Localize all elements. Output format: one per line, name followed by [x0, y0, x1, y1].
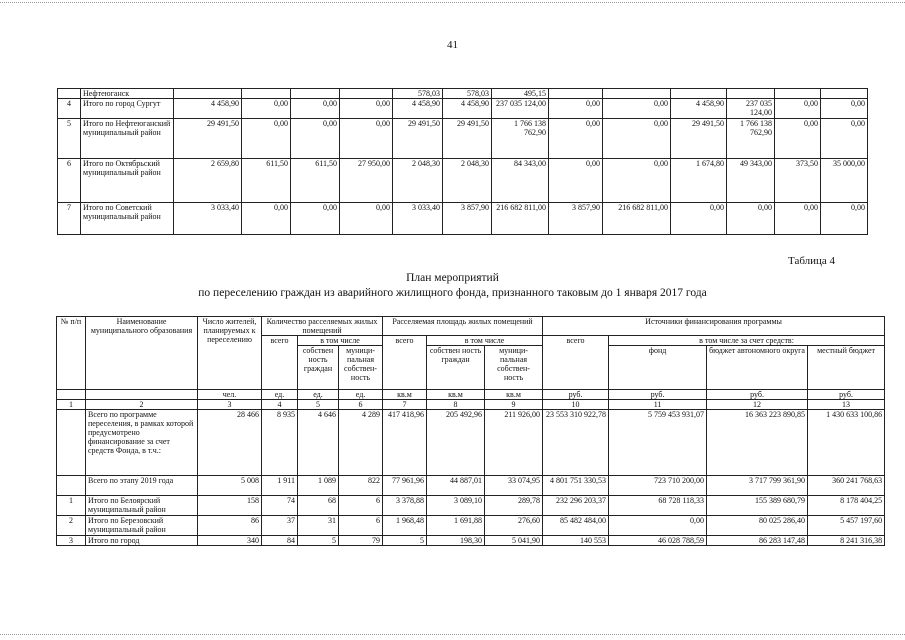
table-row: [58, 203, 868, 235]
table-cell: 0,00: [775, 99, 821, 119]
plan-subtitle: по переселению граждан из аварийного жилищного фонда, признанного таковым до 1 января 2017 года: [198, 287, 707, 299]
table-cell: 0,00: [603, 99, 671, 119]
table-cell: [57, 476, 86, 496]
header-name: Наименование муниципального образования: [86, 317, 198, 390]
table-cell: 68 728 118,33: [609, 496, 707, 516]
table-cell: 237 035 124,00: [492, 99, 549, 119]
table-cell: Всего по программе переселения, в рамках которой предусмотрено финансирование за счет средств Фонда, в т.ч.:: [86, 410, 198, 476]
resettlement-plan-table: [56, 316, 885, 546]
table-cell: 0,00: [821, 119, 868, 159]
table-cell: [242, 89, 291, 99]
table-cell: 1 968,48: [383, 516, 427, 536]
continuation-table: [57, 88, 868, 235]
table-row: [58, 119, 868, 159]
table-cell: 3 717 799 361,90: [707, 476, 808, 496]
table-cell: 35 000,00: [821, 159, 868, 203]
table-cell: 31: [298, 516, 339, 536]
table-cell: Итого по Березовский муниципальный район: [86, 516, 198, 536]
table-cell: 2 048,30: [443, 159, 492, 203]
table-cell: [821, 89, 868, 99]
table-cell: 0,00: [242, 119, 291, 159]
table-cell: 216 682 811,00: [492, 203, 549, 235]
unit-cell: чел.: [198, 390, 262, 400]
table-cell: 822: [339, 476, 383, 496]
table-cell: 4 458,90: [393, 99, 443, 119]
header-num: № п/п: [57, 317, 86, 390]
table-cell: 4 458,90: [443, 99, 492, 119]
table-cell: 5 041,90: [485, 536, 543, 546]
table-cell: 289,78: [485, 496, 543, 516]
table-cell: Итого по город: [86, 536, 198, 546]
table-cell: 4 458,90: [174, 99, 242, 119]
table-cell: 158: [198, 496, 262, 516]
table-cell: 0,00: [775, 203, 821, 235]
header-area-municipal: муници- пальная собствен- ность: [485, 346, 543, 390]
table-cell: 0,00: [603, 159, 671, 203]
table-cell: 0,00: [291, 119, 340, 159]
page-number: 41: [447, 39, 458, 51]
table-cell: 4 646: [298, 410, 339, 476]
unit-cell: руб.: [707, 390, 808, 400]
table-cell: 8 241 316,38: [808, 536, 885, 546]
table-cell: 578,03: [443, 89, 492, 99]
table-cell: 74: [262, 496, 298, 516]
table-cell: 3 033,40: [174, 203, 242, 235]
table-label: Таблица 4: [788, 255, 836, 267]
table-cell: 29 491,50: [671, 119, 727, 159]
table-cell: 0,00: [603, 119, 671, 159]
table-cell: 0,00: [727, 203, 775, 235]
column-number: 8: [427, 400, 485, 410]
table-cell: 5 759 453 931,07: [609, 410, 707, 476]
table-cell: 2 659,80: [174, 159, 242, 203]
table-cell: 29 491,50: [443, 119, 492, 159]
table-cell: 79: [339, 536, 383, 546]
table-cell: 28 466: [198, 410, 262, 476]
table-cell: 1 674,80: [671, 159, 727, 203]
table-cell: 495,15: [492, 89, 549, 99]
table-cell: 0,00: [291, 203, 340, 235]
table-cell: 5: [383, 536, 427, 546]
table-cell: 205 492,96: [427, 410, 485, 476]
table-cell: [727, 89, 775, 99]
table-cell: 4 801 751 330,53: [543, 476, 609, 496]
column-number: 1: [57, 400, 86, 410]
table-row: [57, 410, 885, 476]
column-number: 9: [485, 400, 543, 410]
table-cell: 27 950,00: [340, 159, 393, 203]
table-cell: 3 033,40: [393, 203, 443, 235]
table-cell: 198,30: [427, 536, 485, 546]
table-cell: 2: [57, 516, 86, 536]
table-cell: 1 911: [262, 476, 298, 496]
table-cell: 0,00: [671, 203, 727, 235]
header-area-incl: в том числе: [427, 336, 543, 346]
column-number: 7: [383, 400, 427, 410]
table-cell: 0,00: [609, 516, 707, 536]
table-cell: 6: [58, 159, 81, 203]
table-cell: Всего по этапу 2019 года: [86, 476, 198, 496]
column-number: 6: [339, 400, 383, 410]
table-cell: 4 289: [339, 410, 383, 476]
table-row: [57, 516, 885, 536]
table-cell: 7: [58, 203, 81, 235]
table-cell: 2 048,30: [393, 159, 443, 203]
table-row: [58, 99, 868, 119]
table-cell: 8 935: [262, 410, 298, 476]
table-cell: 611,50: [291, 159, 340, 203]
table-cell: Итого по Октябрьский муниципальный район: [81, 159, 174, 203]
table-cell: 140 553: [543, 536, 609, 546]
table-cell: 0,00: [242, 99, 291, 119]
table-cell: [775, 89, 821, 99]
table-cell: 0,00: [242, 203, 291, 235]
scan-edge-top: [0, 2, 905, 3]
table-cell: 3 089,10: [427, 496, 485, 516]
table-cell: 1 430 633 100,86: [808, 410, 885, 476]
column-number: 2: [86, 400, 198, 410]
table-cell: [549, 89, 603, 99]
table-cell: 3 857,90: [549, 203, 603, 235]
header-rooms: Количество расселяемых жилых помещений: [262, 317, 383, 336]
table-cell: 1 691,88: [427, 516, 485, 536]
table-cell: 578,03: [393, 89, 443, 99]
unit-cell: ед.: [262, 390, 298, 400]
column-number: 10: [543, 400, 609, 410]
table-cell: Итого по город Сургут: [81, 99, 174, 119]
table-cell: 68: [298, 496, 339, 516]
table-cell: 5 457 197,60: [808, 516, 885, 536]
unit-cell: руб.: [609, 390, 707, 400]
table-cell: 46 028 788,59: [609, 536, 707, 546]
table-cell: 1 089: [298, 476, 339, 496]
header-fund: фонд: [609, 346, 707, 390]
table-row: [57, 476, 885, 496]
table-cell: 8 178 404,25: [808, 496, 885, 516]
header-area-owned: собствен ность граждан: [427, 346, 485, 390]
table-cell: 49 343,00: [727, 159, 775, 203]
plan-title: План мероприятий: [406, 272, 499, 284]
table-cell: 0,00: [775, 119, 821, 159]
header-funding-incl: в том числе за счет средств:: [609, 336, 885, 346]
table-cell: 6: [339, 496, 383, 516]
table-cell: [671, 89, 727, 99]
table-cell: 1 766 138 762,90: [492, 119, 549, 159]
table-cell: 5: [58, 119, 81, 159]
table-cell: 29 491,50: [174, 119, 242, 159]
table-cell: 360 241 768,63: [808, 476, 885, 496]
table-cell: 86: [198, 516, 262, 536]
table-cell: 80 025 286,40: [707, 516, 808, 536]
table-row: [57, 496, 885, 516]
header-local: местный бюджет: [808, 346, 885, 390]
unit-cell: руб.: [808, 390, 885, 400]
unit-cell: кв.м: [383, 390, 427, 400]
table-cell: 216 682 811,00: [603, 203, 671, 235]
header-area: Расселяемая площадь жилых помещений: [383, 317, 543, 336]
table-cell: 232 296 203,37: [543, 496, 609, 516]
column-number: 5: [298, 400, 339, 410]
table-cell: 340: [198, 536, 262, 546]
table-cell: 84 343,00: [492, 159, 549, 203]
header-rooms-owned: собствен ность граждан: [298, 346, 339, 390]
table-cell: 16 363 223 890,85: [707, 410, 808, 476]
table-cell: 373,50: [775, 159, 821, 203]
header-area-total: всего: [383, 336, 427, 390]
table-cell: 37: [262, 516, 298, 536]
unit-cell: ед.: [339, 390, 383, 400]
header-okrug: бюджет автономного округа: [707, 346, 808, 390]
table-cell: 723 710 200,00: [609, 476, 707, 496]
table-cell: 5: [298, 536, 339, 546]
table-cell: 211 926,00: [485, 410, 543, 476]
table-cell: [174, 89, 242, 99]
unit-cell: кв.м: [427, 390, 485, 400]
header-residents: Число жителей, планируемых к переселению: [198, 317, 262, 390]
header-rooms-incl: в том числе: [298, 336, 383, 346]
table-cell: 1 766 138 762,90: [727, 119, 775, 159]
table-cell: [603, 89, 671, 99]
column-number: 3: [198, 400, 262, 410]
table-cell: 1: [57, 496, 86, 516]
column-number: 11: [609, 400, 707, 410]
table-cell: 0,00: [549, 159, 603, 203]
table-cell: 417 418,96: [383, 410, 427, 476]
table-row: [58, 159, 868, 203]
table-cell: 5 008: [198, 476, 262, 496]
table-cell: 0,00: [340, 99, 393, 119]
unit-cell: ед.: [298, 390, 339, 400]
table-cell: 3 378,88: [383, 496, 427, 516]
table-cell: 3: [57, 536, 86, 546]
table-cell: 0,00: [549, 119, 603, 159]
table-cell: [58, 89, 81, 99]
table-cell: 155 389 680,79: [707, 496, 808, 516]
table-cell: 85 482 484,00: [543, 516, 609, 536]
column-number: 4: [262, 400, 298, 410]
table-cell: [291, 89, 340, 99]
table-cell: 237 035 124,00: [727, 99, 775, 119]
table-cell: 0,00: [340, 119, 393, 159]
column-number: 12: [707, 400, 808, 410]
unit-cell: руб.: [543, 390, 609, 400]
table-cell: 6: [339, 516, 383, 536]
table-cell: 611,50: [242, 159, 291, 203]
table-cell: 0,00: [821, 203, 868, 235]
table-cell: 33 074,95: [485, 476, 543, 496]
table-cell: 276,60: [485, 516, 543, 536]
table-cell: 0,00: [291, 99, 340, 119]
header-funding: Источники финансирования программы: [543, 317, 885, 336]
header-funding-total: всего: [543, 336, 609, 390]
table-cell: 44 887,01: [427, 476, 485, 496]
table-cell: 0,00: [821, 99, 868, 119]
table-cell: 4 458,90: [671, 99, 727, 119]
table-row: [57, 536, 885, 546]
table-cell: 23 553 310 922,78: [543, 410, 609, 476]
scan-edge-bottom: [0, 634, 905, 635]
column-number: 13: [808, 400, 885, 410]
header-rooms-total: всего: [262, 336, 298, 390]
table-cell: [340, 89, 393, 99]
header-rooms-municipal: муници- пальная собствен- ность: [339, 346, 383, 390]
unit-cell: кв.м: [485, 390, 543, 400]
table-cell: 84: [262, 536, 298, 546]
table-cell: 0,00: [340, 203, 393, 235]
table-cell: Нефтеюганск: [81, 89, 174, 99]
table-cell: Итого по Белоярский муниципальный район: [86, 496, 198, 516]
table-cell: 4: [58, 99, 81, 119]
table-cell: Итого по Нефтеюганский муниципальный район: [81, 119, 174, 159]
table-cell: 29 491,50: [393, 119, 443, 159]
table-cell: 86 283 147,48: [707, 536, 808, 546]
table-row: [58, 89, 868, 99]
table-cell: 3 857,90: [443, 203, 492, 235]
table-cell: 77 961,96: [383, 476, 427, 496]
table-cell: 0,00: [549, 99, 603, 119]
table-cell: [57, 410, 86, 476]
table-cell: Итого по Советский муниципальный район: [81, 203, 174, 235]
